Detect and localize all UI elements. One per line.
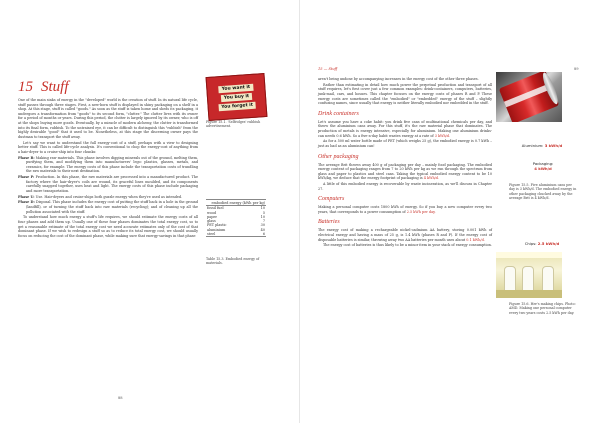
table-cell-value: 5 [262,210,265,215]
page-gutter [299,0,300,423]
phase-label: Phase R: [18,155,35,160]
page-number-left: 88 [118,396,123,400]
paragraph [318,120,492,138]
table-cell-value: 6 [252,232,266,237]
section-heading: Computers [318,196,345,203]
phase-item [18,175,198,193]
phase-label: Phase U: [18,194,35,199]
embodied-energy-table [206,199,266,237]
highlight-value: 4 kWh/d. [423,176,440,181]
annotation-value: 4 kWh/d [534,166,552,171]
table-cell-value: 10 [260,206,265,211]
closing-paragraph: To understand how much energy a stuff's life requires, we should estimate the energy costs of all four phases and add them up. Usually one of these four phases dominates the total energy cost, so to get a reasonable estimate of the total energy cost we need accurate estimates only of the cost of that dominant phase. If we wish to redesign a stuff so as to reduce its total energy cost, we should usually focus on reducing the cost of the dominant phase, while making sure that energy-savings in that phase [18,215,198,238]
intro-paragraph: One of the main sinks of energy in the "developed" world is the creation of stuff. In its natural life cycle, stuff passes through three stages. First, a new-born stuff is displayed in shiny packaging on a shelf in a shop. At this stage, stuff is called "goods." As soon as the stuff is taken home and sheds its packaging, it undergoes a transformation from "goods" to its second form, "clutter." The clutter lives with its owner for a period of months or years. During this period, the clutter is largely ignored by its owner, who is off at the shops buying more goods. Eventually, by a miracle of modern alchemy, the clutter is transformed into its final form, rubbish. To the untrained eye, it can be difficult to distinguish this "rubbish" from the highly desirable "good" that it used to be. Nonetheless, at this stage the discerning owner pays the dustman to transport the stuff away. [18,98,198,139]
paragraph-text: The energy cost of making a rechargeable nickel-cadmium AA battery, storing 0.001 kWh of electrical energy and having a mass of 25 g, is 1.4 kWh (phases R and P). If the energy cost of disposable batteries is similar, throwing away two AA batteries per month uses about [318,228,492,242]
table-cell-material: glass [207,219,216,224]
packaging-annotation [518,161,568,171]
phase-label: Phase D: [18,200,35,205]
paragraph: aren't being undone by accompanying increases in the energy cost of the other three phases. [318,77,479,81]
table-header: embodied energy (kWh per kg) [206,200,266,206]
paragraph [318,163,492,181]
can-shape [499,72,560,122]
cleanroom-lights [496,252,562,258]
running-head: 15 — Stuff [318,67,338,71]
figure-caption: Figure 15.6. Her's making chips. Photo: AMD. Making one personal computer every two years costs 2.5 kWh per day. [509,302,576,315]
annotation-label: Chips: [524,241,537,246]
phase-text: Use. Hair-dryers and cruise-ships both guzzle energy when they're used as intended. [35,194,183,199]
phase-item [18,195,198,200]
table-cell-material: wood [207,210,217,215]
section-heading: Batteries [318,219,340,226]
intro-paragraph: Let's say we want to understand the full energy-cost of a stuff, perhaps with a view to designing better stuff. This is called life-cycle analysis. It's conventional to chop the energy-cost of anything from a hair-dryer to a cruise-ship into four chunks: [18,140,198,154]
table-cell-material: steel [206,232,252,237]
phase-label: Phase P: [18,175,35,180]
paragraph: The energy cost of batteries is thus likely to be a minor item in your stack of energy consumption. [323,243,492,248]
highlight-value: 0.1 kWh/d. [466,237,485,242]
annotation-value: 2.5 kWh/d [537,241,560,246]
paragraph: Rather than estimating in detail how much power the perpetual production and transport of all stuff requires, let's first cover just a few common examples: drink-containers, computers, batteries, junk-mail, cars, and houses. This chapter focuses on the energy costs of phases R and P. These energy costs are sometimes called the "embodied" or "embedded" energy of the stuff – slightly confusing names, since usually that energy is neither literally embodied nor embedded in the stuff. [318,82,492,106]
page-number-right: 89 [574,67,579,71]
table-cell-value: 40 [260,227,265,232]
table-cell-material: fossil fuel [207,206,224,211]
table-row [206,232,266,237]
figure-caption: Figure 15.1. 'Selfridges' rubbish advertisement. [206,120,261,129]
phase-item [18,156,198,174]
cleanroom-floor [496,290,562,298]
chip-factory-photo [496,252,562,298]
table-cell-material: aluminium [207,227,226,232]
crushed-can-photo [496,72,562,122]
figure-caption: Figure 15.5. Five aluminium cans per day is 3 kWh/d. The embodied energy in other packaging chucked away by the average Brit is 4 kWh/d. [509,183,577,200]
table-cell-value: 30 [260,223,265,228]
highlight-value: 3 kWh/d. [434,133,451,138]
section-heading: Other packaging [318,153,359,160]
paragraph-text: Making a personal computer costs 1800 kWh of energy. So if you buy a new computer every two years, that corresponds to a power consumption of [318,205,492,214]
paragraph-text: The average Brit throws away 400 g of packaging per day – mainly food packaging. The embodied energy content of packaging ranges from 7 to 20 kWh per kg as we run through the spectrum from glass and paper to plastics and steel cans. Taking the typical embodied energy content to be 10 kWh/kg, we deduce that the energy footprint of packaging is [318,162,492,181]
annotation-label: Aluminium: [521,143,544,148]
sticker-line: You want it [218,83,253,92]
aluminium-annotation [512,143,572,148]
paragraph-text: Let's assume you have a coke habit: you drink five cans of multinational chemicals per day, and throw the aluminium cans away. For this stuff, it's the raw material phase that dominates. The production of metals is energy intensive, especially for aluminium. Making one aluminium drinks-can needs 0.6 kWh. So a five-a-day habit wastes energy at a rate of [318,119,492,138]
chips-annotation [512,241,572,246]
left-main-text [18,98,198,240]
right-main-text [318,77,492,249]
table-caption: Table 15.3. Embodied energy of materials. [206,257,260,266]
highlight-value: 2.5 kWh per day. [406,209,436,214]
sticker-line: You buy it [221,92,253,101]
selfridges-sticker-image [206,73,268,121]
table-cell-value: 10 [260,214,265,219]
section-heading: Drink containers [318,110,359,117]
annotation-label: Packaging: [532,161,554,166]
chapter-title: Stuff [41,79,69,95]
paragraph: A little of this embodied energy is recoverable by waste incineration, as we'll discuss in Chapter 27. [318,182,492,191]
sticker-line: You forget it [218,101,256,111]
phase-text: Production. In this phase, the raw materials are processed into a manufactured product. The factory where the hair-dryer's coils are wound, its graceful lines moulded, and its components carefully snapped together, uses heat and light. The energy costs of this phase include packaging and more transportation. [26,175,199,193]
chapter-number: 15 [18,79,33,95]
chapter-heading [18,76,69,96]
paragraph [318,228,492,242]
phase-item [18,200,198,214]
table-cell-material: PET plastic [207,223,227,228]
phase-text: Disposal. This phase includes the energy cost of putting the stuff back in a hole in the ground (landfill), or of turning the stuff back into raw materials (recycling); and of cleaning up all the pollution associated with the stuff. [26,200,199,214]
table-cell-value: 7 [262,219,265,224]
table-cell-material: paper [207,214,217,219]
paragraph: As for a 500 ml water bottle made of PET (which weighs 25 g), the embodied energy is 0.7 kWh – just as bad as an aluminium can! [318,139,492,148]
annotation-value: 3 kWh/d [544,143,563,148]
paragraph [318,205,492,214]
phase-text: Making raw materials. This phase involves digging minerals out of the ground, melting them, purifying them, and modifying them into manufacturers' lego: plastics, glasses, metals, and ceramics, for example. The energy costs of this phase include the transportation costs of trundling the raw materials to their next destination. [26,155,198,174]
